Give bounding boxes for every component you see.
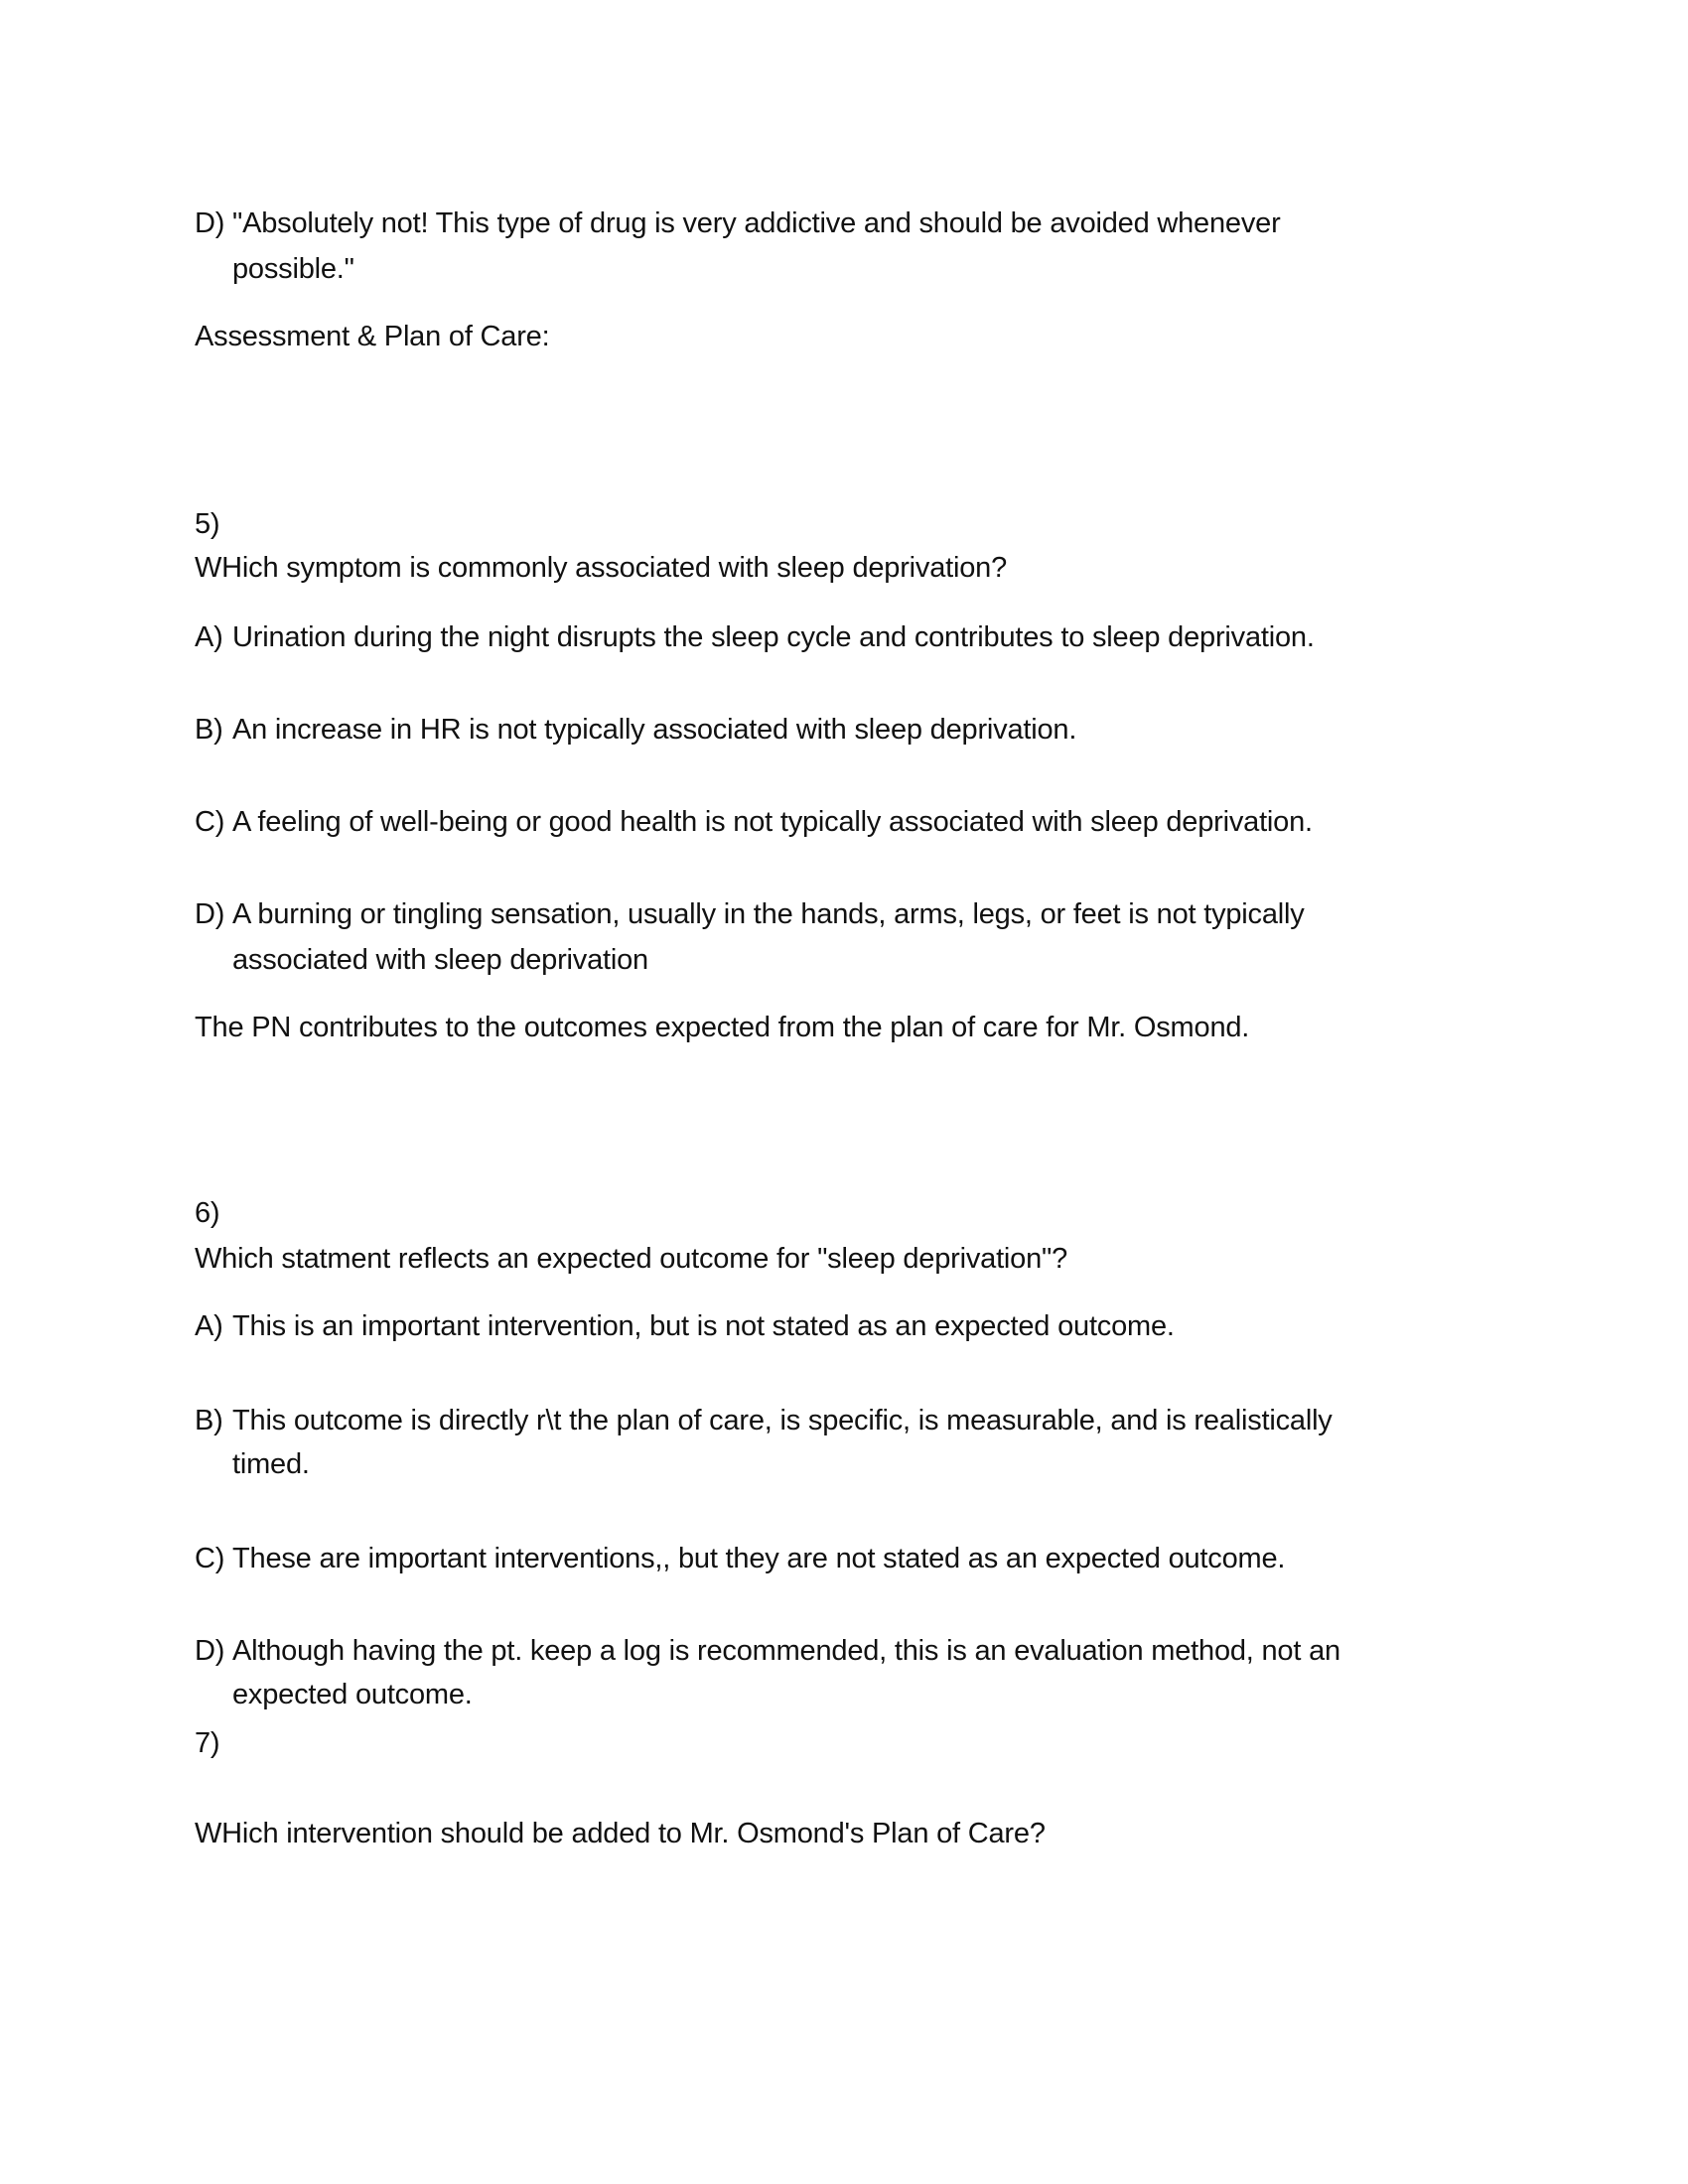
- question-7-prompt: WHich intervention should be added to Mr. Osmond's Plan of Care?: [195, 1818, 1046, 1849]
- question-6-option-b: [195, 1401, 1333, 1440]
- option-label: B): [195, 1405, 223, 1436]
- option-label: C): [195, 1543, 225, 1574]
- section-heading-outcomes: The PN contributes to the outcomes expected from the plan of care for Mr. Osmond.: [195, 1012, 1250, 1043]
- option-label: A): [195, 1310, 223, 1342]
- prev-option-d-continuation: possible.": [232, 253, 354, 285]
- question-6-option-c: [195, 1539, 1285, 1578]
- question-7-number: 7): [195, 1727, 220, 1759]
- question-5-option-d: [195, 894, 1305, 934]
- question-6-prompt: Which statment reflects an expected outcome for "sleep deprivation"?: [195, 1243, 1068, 1275]
- option-label: D): [195, 898, 225, 930]
- option-label: B): [195, 714, 223, 746]
- question-6-option-a: [195, 1306, 1175, 1346]
- option-text: A burning or tingling sensation, usually in the hands, arms, legs, or feet is not typically: [232, 898, 1305, 930]
- option-text: These are important interventions,, but they are not stated as an expected outcome.: [232, 1543, 1286, 1574]
- option-text: Although having the pt. keep a log is recommended, this is an evaluation method, not an: [232, 1635, 1340, 1667]
- question-6-option-d-continuation: expected outcome.: [232, 1679, 473, 1710]
- option-text: A feeling of well-being or good health is not typically associated with sleep deprivation.: [232, 806, 1313, 838]
- option-label: D): [195, 207, 225, 239]
- option-text: This outcome is directly r\t the plan of care, is specific, is measurable, and is realistically: [232, 1405, 1333, 1436]
- option-text: An increase in HR is not typically associated with sleep deprivation.: [232, 714, 1077, 746]
- question-6-number: 6): [195, 1197, 220, 1229]
- prev-option-d: [195, 204, 1281, 243]
- question-5-option-a: [195, 617, 1315, 657]
- question-5-number: 5): [195, 508, 220, 540]
- question-6-option-d: [195, 1631, 1340, 1671]
- question-5-option-b: [195, 710, 1076, 750]
- section-heading-assessment: Assessment & Plan of Care:: [195, 321, 550, 352]
- question-5-option-d-continuation: associated with sleep deprivation: [232, 944, 648, 976]
- option-text: "Absolutely not! This type of drug is very addictive and should be avoided whenever: [232, 207, 1281, 239]
- option-label: A): [195, 621, 223, 653]
- question-6-option-b-continuation: timed.: [232, 1448, 310, 1480]
- question-5-option-c: [195, 802, 1313, 842]
- question-5-prompt: WHich symptom is commonly associated with sleep deprivation?: [195, 552, 1008, 584]
- option-label: C): [195, 806, 225, 838]
- option-text: Urination during the night disrupts the sleep cycle and contributes to sleep deprivation.: [232, 621, 1315, 653]
- option-label: D): [195, 1635, 225, 1667]
- option-text: This is an important intervention, but is not stated as an expected outcome.: [232, 1310, 1175, 1342]
